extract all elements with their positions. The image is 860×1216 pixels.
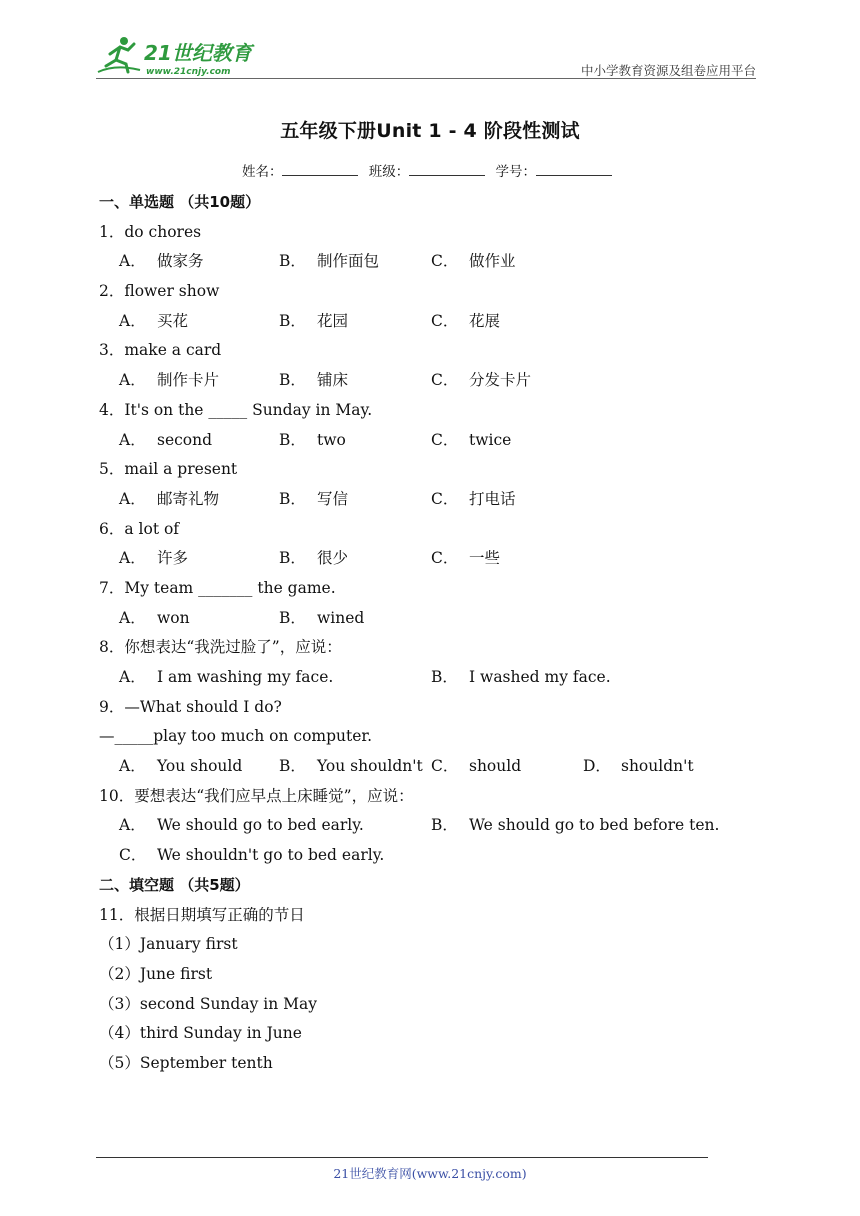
option-row xyxy=(99,752,759,782)
question-stem: 4．It's on the _____ Sunday in May. xyxy=(99,400,373,419)
page-title: 五年级下册Unit 1 - 4 阶段性测试 xyxy=(280,120,580,142)
name-blank xyxy=(282,165,358,176)
question-stem: 11．根据日期填写正确的节日 xyxy=(99,905,305,924)
option-row xyxy=(99,811,759,841)
option-row xyxy=(99,426,759,456)
option-row xyxy=(99,604,759,634)
question-stem: 8．你想表达“我洗过脸了”，应说： xyxy=(99,638,342,657)
option-row xyxy=(99,485,759,515)
number-label: 学号： xyxy=(495,164,537,180)
list-item: （4）third Sunday in June xyxy=(99,1024,302,1043)
option-a: A． We should go to bed early. xyxy=(119,816,364,835)
option-row xyxy=(99,663,759,693)
option-c: C． We shouldn't go to bed early. xyxy=(119,846,385,865)
section-title-fill-blank: 二、填空题 （共5题） xyxy=(99,875,250,894)
header-platform-text: 中小学教育资源及组卷应用平台 xyxy=(580,63,756,78)
option-a: A． 买花 xyxy=(119,311,189,330)
option-c: C． twice xyxy=(431,430,512,449)
option-c: C． 一些 xyxy=(431,549,501,568)
option-b: B． 花园 xyxy=(279,311,349,330)
question-stem: 3．make a card xyxy=(99,341,222,360)
option-b: B． 铺床 xyxy=(279,371,349,390)
option-b: B． 制作面包 xyxy=(279,252,380,271)
question-stem-line-2: —_____play too much on computer. xyxy=(99,727,373,746)
number-blank xyxy=(536,165,612,176)
class-blank xyxy=(409,165,485,176)
option-row xyxy=(99,247,759,277)
list-item: （3）second Sunday in May xyxy=(99,994,317,1013)
list-item: （2）June first xyxy=(99,964,213,983)
option-row xyxy=(99,841,759,871)
list-item: （1）January first xyxy=(99,935,238,954)
option-a: A． 做家务 xyxy=(119,252,204,271)
option-b: B． wined xyxy=(279,608,365,627)
option-a: A． 许多 xyxy=(119,549,189,568)
logo-text: 21世纪教育 xyxy=(144,41,252,65)
question-stem: 5．mail a present xyxy=(99,460,238,479)
footer-link[interactable]: 21世纪教育网(www.21cnjy.com) xyxy=(333,1166,527,1181)
option-b: B． We should go to bed before ten. xyxy=(431,816,720,835)
option-a: A． won xyxy=(119,608,190,627)
option-c: C． 分发卡片 xyxy=(431,371,532,390)
option-b: B． two xyxy=(279,430,346,449)
footer-divider xyxy=(96,1157,708,1158)
site-logo xyxy=(96,34,266,78)
question-stem: 1．do chores xyxy=(99,222,202,241)
option-a: A． second xyxy=(119,430,213,449)
option-c: C． should xyxy=(431,757,522,776)
option-c: C． 打电话 xyxy=(431,489,516,508)
option-a: A． 邮寄礼物 xyxy=(119,489,220,508)
option-a: A． 制作卡片 xyxy=(119,371,220,390)
logo-url: www.21cnjy.com xyxy=(146,67,231,77)
list-item: （5）September tenth xyxy=(99,1053,273,1072)
option-b: B． 很少 xyxy=(279,549,349,568)
question-stem: 6．a lot of xyxy=(99,519,180,538)
runner-icon xyxy=(98,37,140,72)
question-stem: 2．flower show xyxy=(99,282,220,301)
question-stem: 7．My team _______ the game. xyxy=(99,578,336,597)
question-stem: 9．—What should I do? xyxy=(99,697,282,716)
option-a: A． You should xyxy=(119,757,243,776)
option-row xyxy=(99,544,759,574)
option-row xyxy=(99,366,759,396)
question-content xyxy=(99,188,759,1079)
question-stem: 10．要想表达“我们应早点上床睡觉”，应说： xyxy=(99,786,414,805)
option-b: B． 写信 xyxy=(279,489,349,508)
header-divider xyxy=(96,78,756,79)
option-b: B． I washed my face. xyxy=(431,668,611,686)
class-label: 班级： xyxy=(368,164,410,180)
option-row xyxy=(99,307,759,337)
option-c: C． 花展 xyxy=(431,311,501,330)
option-a: A． I am washing my face. xyxy=(119,668,334,686)
section-title-single-choice: 一、单选题 （共10题） xyxy=(99,193,261,211)
student-info-row xyxy=(0,160,860,180)
option-b: B． You shouldn't xyxy=(279,757,423,776)
option-c: C． 做作业 xyxy=(431,252,516,271)
option-d: D． shouldn't xyxy=(583,757,694,776)
name-label: 姓名： xyxy=(241,164,283,180)
